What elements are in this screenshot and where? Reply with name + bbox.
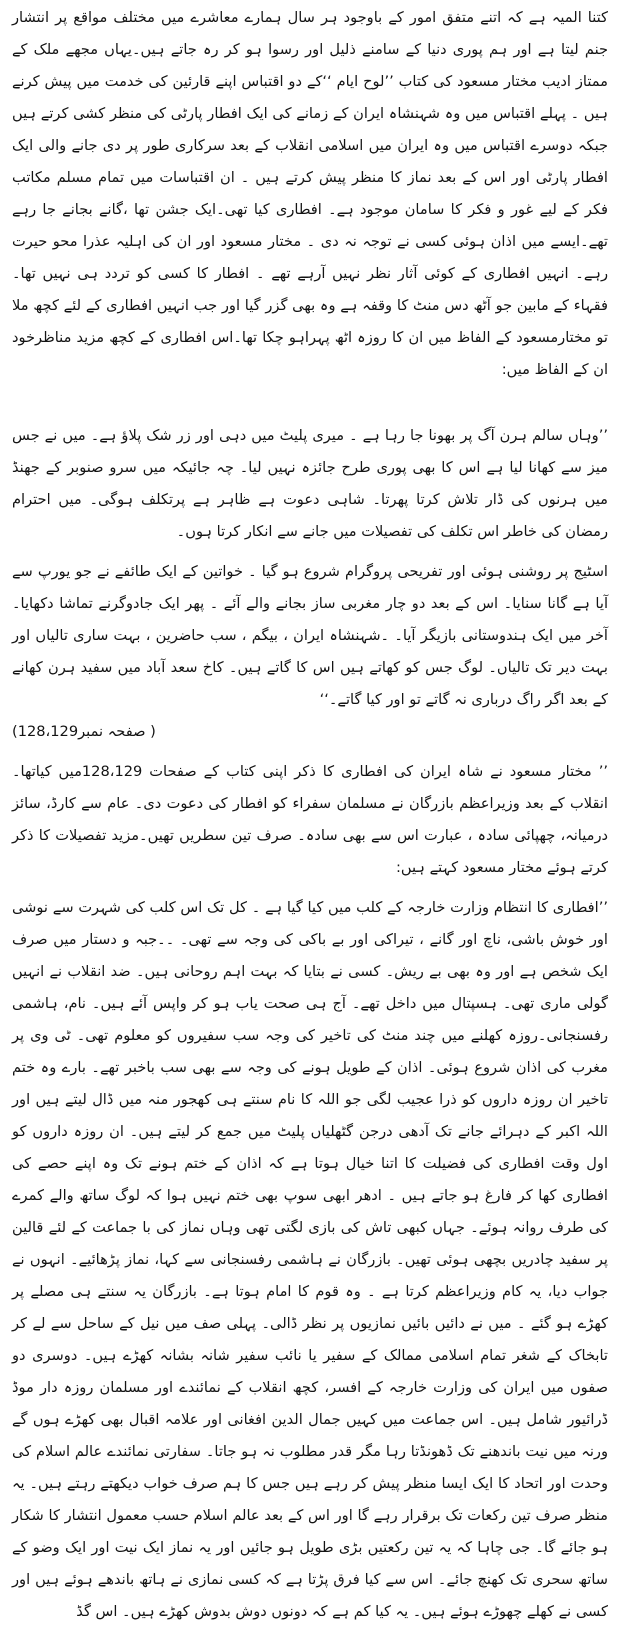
paragraph-spacer xyxy=(12,386,608,420)
paragraph-spacer xyxy=(12,884,608,892)
quote-paragraph-prayer: ’’افطاری کا انتظام وزارت خارجہ کے کلب میں کیا گیا ہے ۔ کل تک اس کلب کی شہرت سے نوشی اور خوش باشی، ناچ اور گانے ، تیراکی اور بے باکی کی وجہ سے تھی۔ ۔۔جبہ و دستار میں صرف ایک شخص ہے اور وہ بھی بے ریش۔ کسی نے بتایا کہ بہت اہم روحانی ہیں۔ ضد انقلاب نے انہیں گولی ماری تھی۔ ہسپتال میں داخل تھے۔ آج ہی صحت یاب ہو کر واپس آئے ہیں۔ نام، ہاشمی رفسنجانی۔روزہ کھلنے میں چند منٹ کی تاخیر کی وجہ سب سفیروں کو معلوم تھی۔ ٹی وی پر مغرب کی اذان شروع ہوئی۔ اذان کے طویل ہونے کی وجہ سے بھی سب باخبر تھے۔ بارے وہ ختم تاخیر ان روزہ داروں کو ذرا عجیب لگی جو اللہ کا نام سنتے ہی کھجور منہ میں ڈال لیتے ہیں اور اللہ اکبر کے دہرائے جانے تک آدھی درجن گٹھلیاں پلیٹ میں جمع کر لیتے ہیں۔ ان روزہ داروں کو اول وقت افطاری کی فضیلت کا اتنا خیال ہوتا ہے کہ اذان کے ختم ہونے تک وہ اپنے حصے کی افطاری کھا کر فارغ ہو جاتے ہیں ۔ ادھر ابھی سوپ بھی ختم نہیں ہوا کہ لوگ ساتھ والے کمرے کی طرف روانہ ہوئے۔ جہاں کبھی تاش کی بازی لگتی تھی وہاں نماز کی با جماعت کے لئے قالین پر سفید چادریں بچھی ہوئی تھیں۔ بازرگان نے ہاشمی رفسنجانی سے کہا، نماز پڑھائیے۔ انہوں نے جواب دیا، یہ کام وزیراعظم کرتا ہے ۔ وہ قوم کا امام ہوتا ہے۔ بازرگان یہ سنتے ہی مصلے پر کھڑے ہو گئے ۔ میں نے دائیں بائیں نمازیوں پر نظر ڈالی۔ پہلی صف میں نیل کے ساحل سے لے کر تابخاک کے شغر تمام اسلامی ممالک کے سفیر یا نائب سفیر شانہ بشانہ کھڑے ہیں۔ دوسری دو صفوں میں ایران کی وزارت خارجہ کے افسر، کچھ انقلاب کے نمائندے اور مسلمان روزہ دار موڈ ڈرائیور شامل ہیں۔ اس جماعت میں کہیں جمال الدین افغانی اور علامہ اقبال بھی کھڑے ہوں گے ورنہ میں نیت باندھنے تک ڈھونڈتا رہا مگر قدر مطلوب نہ ہو جاتا۔ سفارتی نمائندے عالم اسلام کی وحدت اور اتحاد کا ایک ایسا منظر پیش کر رہے ہیں جس کا ہم صرف خواب دیکھتے رہتے ہیں۔ یہ منظر صرف تین رکعات تک برقرار رہے گا اور اس کے بعد عالم اسلام حسب معمول انتشار کا شکار ہو جائے گا۔ جی چاہا کہ یہ تین رکعتیں بڑی طویل ہو جائیں اور یہ نماز ایک نیت اور ایک وضو کے ساتھ سحری تک کھنچ جائے۔ اس سے کیا فرق پڑتا ہے کہ کسی نمازی نے ہاتھ باندھے ہوئے ہیں اور کسی نے کھلے چھوڑے ہوئے ہیں۔ یہ کیا کم ہے کہ دونوں دوش بدوش کھڑے ہیں۔ اس گڈ xyxy=(12,899,608,1620)
quote-paragraph-stage: اسٹیج پر روشنی ہوئی اور تفریحی پروگرام شروع ہو گیا ۔ خواتین کے ایک طائفے نے جو یورپ سے آیا ہے گانا سنایا۔ اس کے بعد دو چار مغربی ساز بجانے والے آئے ۔ پھر ایک جادوگرنے تماشا دکھایا۔ آخر میں ایک ہندوستانی بازیگر آیا۔ ۔شہنشاہ ایران ، بیگم ، سب حاضرین ، بہت ساری تالیاں اور بہت دیر تک تالیاں۔ لوگ جس کو کھاتے ہیں اس کا گاتے ہیں۔ کاخ سعد آباد میں سفید ہرن کھانے کے بعد اگر راگ درباری نہ گاتے تو اور کیا گاتے۔‘‘ xyxy=(12,563,608,708)
paragraph-spacer xyxy=(12,748,608,756)
paragraph-spacer xyxy=(12,548,608,556)
paragraph-bazargan-invite: ’’ مختار مسعود نے شاہ ایران کی افطاری کا ذکر اپنی کتاب کے صفحات 128،129میں کیاتھا۔انقلاب کے بعد وزیراعظم بازرگان نے مسلمان سفراء کو افطار کی دعوت دی۔ عام سے کارڈ، سائز درمیانہ، چھپائی سادہ ، عبارت اس سے بھی سادہ۔ صرف تین سطریں تھیں۔مزید تفصیلات کا ذکر کرتے ہوئے مختار مسعود کہتے ہیں: xyxy=(12,763,608,876)
quote-paragraph-deer: ’’وہاں سالم ہرن آگ پر بھونا جا رہا ہے ۔ میری پلیٹ میں دہی اور زر شک پلاؤ ہے۔ میں نے جس میز سے کھانا لیا ہے اس کا بھی پوری طرح جائزہ نہیں لیا۔ چہ جائیکہ میں سرو صنوبر کے جھنڈ میں ہرنوں کی ڈار تلاش کرتا پھرتا۔ شاہی دعوت ہے ظاہر ہے پرتکلف ہوگی۔ میں احترام رمضان کی خاطر اس تکلف کی تفصیلات میں جانے سے انکار کرتا ہوں۔ xyxy=(12,427,608,540)
paragraph-intro: کتنا المیہ ہے کہ اتنے متفق امور کے باوجود ہر سال ہمارے معاشرے میں مختلف مواقع پر انتشار جنم لیتا ہے اور ہم پوری دنیا کے سامنے ذلیل اور رسوا ہو کر رہ جاتے ہیں۔یہاں مجھے ملک کے ممتاز ادیب مختار مسعود کی کتاب ’’لوح ایام ‘‘کے دو اقتباس اپنے قارئین کی خدمت میں پیش کرنے ہیں ۔ پہلے اقتباس میں وہ شہنشاہ ایران کے زمانے کی ایک افطار پارٹی کی منظر کشی کرتے ہیں جبکہ دوسرے اقتباس میں وہ ایران میں اسلامی انقلاب کے بعد سرکاری طور پر دی جانے والی ایک افطار پارٹی اور اس کے بعد نماز کا منظر پیش کرتے ہیں ۔ ان اقتباسات میں تمام مسلم مکاتب فکر کے لیے غور و فکر کا سامان موجود ہے۔ افطاری کیا تھی۔ایک جشن تھا ،گانے بجانے جا رہے تھے۔ایسے میں اذان ہوئی کسی نے توجہ نہ دی ۔ مختار مسعود اور ان کی اہلیہ عذرا محو حیرت رہے۔ انہیں افطاری کے کوئی آثار نظر نہیں آرہے تھے ۔ افطار کا کسی کو تردد ہی نہیں تھا۔ فقہاء کے مابین جو آٹھ دس منٹ کا وقفہ ہے وہ بھی گزر گیا اور جب انہیں افطاری کے لئے کچھ ملا تو مختارمسعود کے الفاظ میں ان کا روزہ اٹھ پہراہو چکا تھا۔اس افطاری کے کچھ مزید مناظرخود ان کے الفاظ میں: xyxy=(12,9,608,378)
page-reference: ( صفحہ نمبر128،129) xyxy=(12,723,156,740)
